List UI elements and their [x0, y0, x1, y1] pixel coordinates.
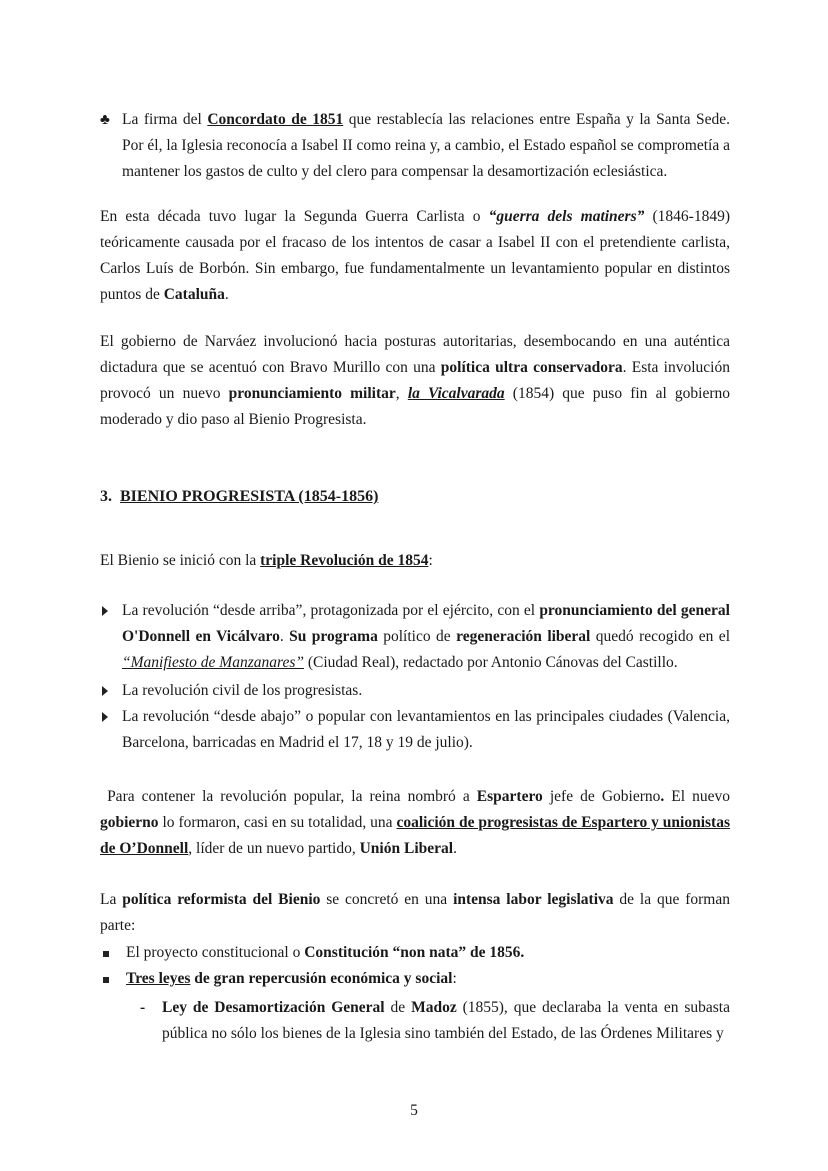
text-run: político de	[377, 628, 457, 645]
text-run: La firma del	[122, 111, 208, 128]
text-run-bold: gobierno	[100, 814, 159, 831]
text-run-bold: Unión Liberal	[359, 840, 454, 857]
paragraph-narvaez	[100, 329, 730, 433]
text-run-bold: Cataluña	[163, 286, 225, 303]
paragraph-espartero	[100, 784, 730, 862]
text-run: En esta década tuvo lugar la Segunda Guerra Carlista o	[100, 208, 489, 225]
text-run: . Esta involución provocó un nuevo	[100, 359, 730, 402]
paragraph-guerra-carlista	[100, 204, 730, 308]
text-run-bold: Madoz	[411, 999, 457, 1016]
paragraph-concordato	[122, 107, 730, 185]
text-run: lo formaron, casi en su totalidad, una	[158, 814, 397, 831]
square-bullet-icon	[100, 966, 120, 992]
text-run-bold: Ley de Desamortización General	[162, 999, 385, 1016]
text-run-bold: .	[660, 788, 665, 805]
list-item-concordato	[100, 107, 730, 187]
text-run: El nuevo	[664, 788, 730, 805]
paragraph-bienio-inicio	[100, 548, 730, 574]
text-run: quedó recogido en el	[590, 628, 730, 645]
text-run: .	[453, 840, 457, 857]
text-run: que restablecía las relaciones entre España y la Santa Sede. Por él, la Iglesia reconocía a Isabel II como reina y, a cambio, el Estado español se comprometía a mantener los gastos de culto y del clero para compensar la desamortización eclesiástica.	[122, 111, 731, 180]
text-run: Para contener la revolución popular, la reina nombró a	[107, 788, 477, 805]
text-run-bold: Su programa	[289, 628, 378, 645]
text-run: :	[452, 970, 457, 987]
list-item-revolucion-civil	[100, 678, 730, 704]
text-run-bold-italic: la Vicalvarada	[407, 385, 505, 402]
triangle-bullet-icon	[100, 598, 120, 625]
text-run-bold: triple Revolución de 1854	[260, 552, 429, 569]
dash-bullet-icon: -	[140, 999, 146, 1016]
text-run: .	[224, 286, 229, 303]
text-run: (1855), que declaraba la venta en subasta pública no sólo los bienes de la Iglesia sino también del Estado, de las Órdenes Militares y	[162, 999, 730, 1042]
text-run-bold: de gran repercusión económica y social	[190, 970, 453, 987]
text-run: , líder de un nuevo partido,	[188, 840, 360, 857]
square-bullet-icon	[100, 940, 120, 966]
text-run-bold: pronunciamiento militar	[228, 385, 396, 402]
text-run: de la que forman parte:	[100, 891, 730, 934]
text-run-bold: regeneración liberal	[456, 628, 591, 645]
text-run-bold: Concordato de 1851	[207, 111, 344, 128]
text-run-bold: política ultra conservadora	[440, 359, 623, 376]
list-item-constitucion	[100, 940, 730, 966]
text-run-bold: intensa labor legislativa	[453, 891, 614, 908]
page-number: 5	[410, 1102, 418, 1119]
text-run-bold: Tres leyes	[126, 970, 191, 987]
list-item-text	[126, 940, 730, 966]
text-run: El gobierno de Narváez involucionó hacia posturas autoritarias, desembocando en una auténtica dictadura que se acentuó con Bravo Murillo con una	[100, 333, 730, 376]
text-run: ,	[395, 385, 408, 402]
text-run-bold: pronunciamiento del general O'Donnell en Vicálvaro	[122, 602, 730, 645]
list-item-revolucion-abajo	[100, 704, 730, 756]
text-run: de	[384, 999, 412, 1016]
heading-title: BIENIO PROGRESISTA (1854-1856)	[120, 488, 379, 505]
text-run: (Ciudad Real), redactado por Antonio Cánovas del Castillo.	[303, 654, 678, 671]
list-item-text	[122, 598, 730, 676]
text-run: (1846-1849) teóricamente causada por el fracaso de los intentos de casar a Isabel II con el pretendiente carlista, Carlos Luís de Borbón. Sin embargo, fue fundamentalmente un levantamiento popular en distintos puntos de	[100, 208, 730, 303]
section-heading	[100, 488, 378, 506]
text-run: .	[279, 628, 290, 645]
text-run-bold: Constitución “non nata” de 1856.	[304, 944, 525, 961]
club-bullet-icon: ♣	[100, 112, 110, 128]
list-item-text: La revolución civil de los progresistas.	[122, 682, 363, 699]
list-item-tres-leyes	[100, 966, 730, 992]
text-run: se concretó en una	[320, 891, 454, 908]
text-run-bold-italic: “guerra dels matiners”	[488, 208, 645, 225]
text-run: El proyecto constitucional o	[126, 944, 305, 961]
text-run-bold: Espartero	[476, 788, 543, 805]
list-item-revolucion-arriba	[100, 598, 730, 678]
text-run: La	[100, 891, 123, 908]
text-run-bold: política reformista del Bienio	[122, 891, 321, 908]
text-run: El Bienio se inició con la	[100, 552, 261, 569]
text-run-italic: “Manifiesto de Manzanares”	[122, 654, 304, 671]
paragraph-politica-reformista	[100, 887, 730, 939]
triangle-bullet-icon	[100, 678, 120, 705]
text-run-bold: coalición de progresistas de Espartero y unionistas de O’Donnell	[100, 814, 730, 857]
text-run: :	[428, 552, 433, 569]
list-item-text	[162, 995, 730, 1047]
heading-number: 3.	[100, 488, 112, 505]
list-item-text: La revolución “desde abajo” o popular con levantamientos en las principales ciudades (Valencia, Barcelona, barricadas en Madrid el 17, 18 y 19 de julio).	[122, 708, 730, 751]
text-run: La revolución “desde arriba”, protagonizada por el ejército, con el	[122, 602, 540, 619]
text-run: jefe de Gobierno	[542, 788, 661, 805]
list-item-ley-desamortizacion	[140, 995, 730, 1047]
triangle-bullet-icon	[100, 704, 120, 731]
list-item-text	[126, 966, 730, 992]
text-run: (1854) que puso fin al gobierno moderado y dio paso al Bienio Progresista.	[100, 385, 731, 428]
